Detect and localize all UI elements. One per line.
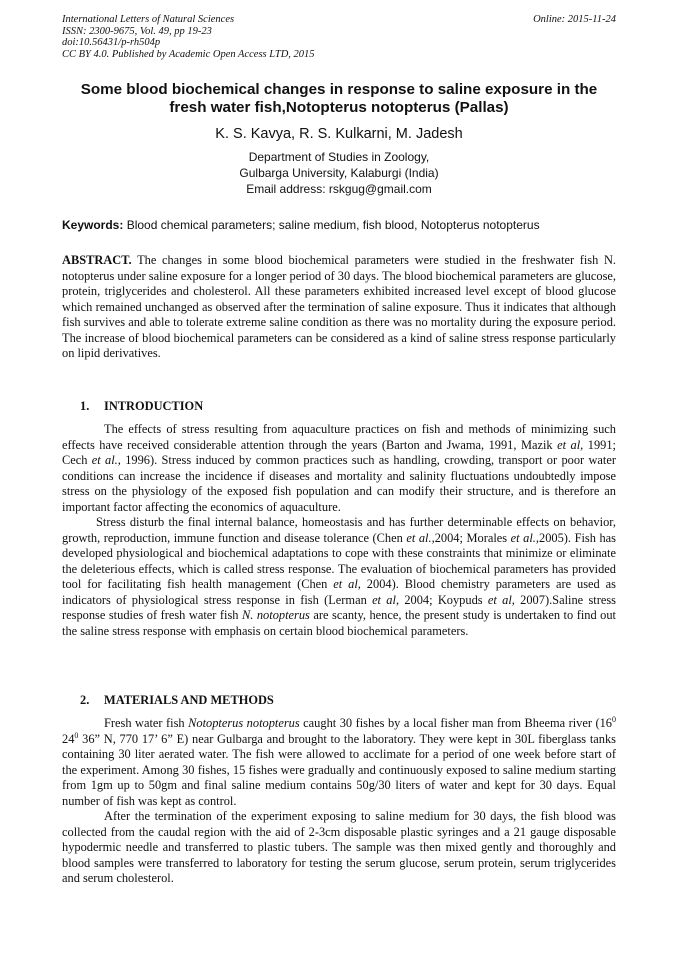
journal-doi: doi:10.56431/p-rh504p bbox=[62, 37, 161, 49]
introduction-body bbox=[62, 422, 616, 639]
paper-title bbox=[62, 81, 616, 117]
affiliation-department: Department of Studies in Zoology, bbox=[248, 150, 430, 164]
author-list: K. S. Kavya, R. S. Kulkarni, M. Jadesh bbox=[215, 126, 463, 142]
abstract bbox=[62, 253, 616, 362]
journal-name: International Letters of Natural Sciences bbox=[62, 14, 235, 25]
affiliation-email: Email address: rskgug@gmail.com bbox=[246, 182, 432, 196]
abstract-text: The changes in some blood biochemical parameters were studied in the freshwater fish N. notopterus under saline exposure for a longer period of 30 days. The blood biochemical parameters are glucose, protein, triglycerides and cholesterol. All these parameters exhibited increased level except of blood glucose which remained unchanged as observed after the termination of saline exposure. Thus it indicates that although fish survives and able to tolerate extreme saline condition as there was no mortality during the exposure period. The increase of blood biochemical parameters can be considered as a kind of saline stress response particularly on lipid derivatives. bbox=[62, 253, 616, 360]
title-line-2: fresh water fish,Notopterus notopterus (Pallas) bbox=[169, 99, 509, 116]
title-line-1: Some blood biochemical changes in response to saline exposure in the bbox=[80, 81, 598, 98]
section-number: 2. bbox=[80, 693, 90, 707]
intro-paragraph-1: The effects of stress resulting from aquaculture practices on fish and methods of minimizing such effects have received considerable attention through the years (Barton and Jwama, 1991, Mazik et al, 1991; Cech et al., 1996). Stress induced by common practices such as handling, crowding, transport or poor water conditions can increase the incidence if diseases and mortality and salinity fluctuations undoubtedly impose stress on the physiology of the exposed fish population and can modify their structure, and is therefore an important factor affecting the economics of aquaculture. bbox=[62, 422, 616, 514]
keywords bbox=[62, 218, 616, 233]
journal-license: CC BY 4.0. Published by Academic Open Access LTD, 2015 bbox=[62, 48, 315, 60]
affiliation-university: Gulbarga University, Kalaburgi (India) bbox=[239, 166, 439, 180]
keywords-text: Blood chemical parameters; saline medium, fish blood, Notopterus notopterus bbox=[126, 218, 540, 232]
methods-body bbox=[62, 716, 616, 887]
abstract-label: ABSTRACT. bbox=[62, 253, 132, 267]
journal-issn: ISSN: 2300-9675, Vol. 49, pp 19-23 bbox=[62, 25, 212, 37]
section-heading-introduction bbox=[80, 399, 203, 414]
intro-paragraph-2: Stress disturb the final internal balance, homeostasis and has further determinable effects on behavior, growth, reproduction, immune function and disease tolerance (Chen et al.,2004; Morales et al.,2005). Fish has developed physiological and biochemical adaptations to cope with these constraints that minimize or eliminate the deleterious effects, which is called stress response. The evaluation of biochemical parameters has provided tool for facilitating fish health management (Chen et al, 2004). Blood chemistry parameters are used as indicators of physiological stress response in fish (Lerman et al, 2004; Koypuds et al, 2007).Saline stress response studies of fresh water fish N. notopterus are scanty, hence, the present study is undertaken to find out the saline stress response with emphasis on certain blood biochemical parameters. bbox=[62, 515, 616, 638]
section-heading-methods bbox=[80, 693, 274, 708]
section-number: 1. bbox=[80, 399, 90, 413]
online-date: Online: 2015-11-24 bbox=[533, 14, 616, 25]
section-title: MATERIALS AND METHODS bbox=[104, 693, 274, 707]
affiliation bbox=[62, 149, 616, 197]
methods-paragraph-2: After the termination of the experiment exposing to saline medium for 30 days, the fish blood was collected from the caudal region with the aid of 2-3cm disposable plastic syringes and a 21 gauge disposable hypodermic needle and transferred to plastic tubers. The sample was then mixed gently and thoroughly and blood samples were transferred to laboratory for testing the serum glucose, serum protein, serum triglycerides and serum cholesterol. bbox=[62, 809, 616, 885]
keywords-label: Keywords: bbox=[62, 218, 124, 232]
journal-header bbox=[62, 14, 616, 60]
section-title: INTRODUCTION bbox=[104, 399, 204, 413]
methods-paragraph-1: Fresh water fish Notopterus notopterus caught 30 fishes by a local fisher man from Bheema river ($16^0$ $24^0$ 36” N, 770 17’ 6” E) near Gulbarga and brought to the laboratory. They were kept in 30L fiberglass tanks containing 30 liter aerated water. The fish were allowed to acclimate for a period of one week before start of the experiment. Among 30 fishes, 15 fishes were gradually and continuously exposed to saline medium starting from 1gm up to 50gm and final saline medium contains 50g/30 liters of water and kept for 30 days. Equal number of fish was kept as control. bbox=[62, 714, 616, 808]
